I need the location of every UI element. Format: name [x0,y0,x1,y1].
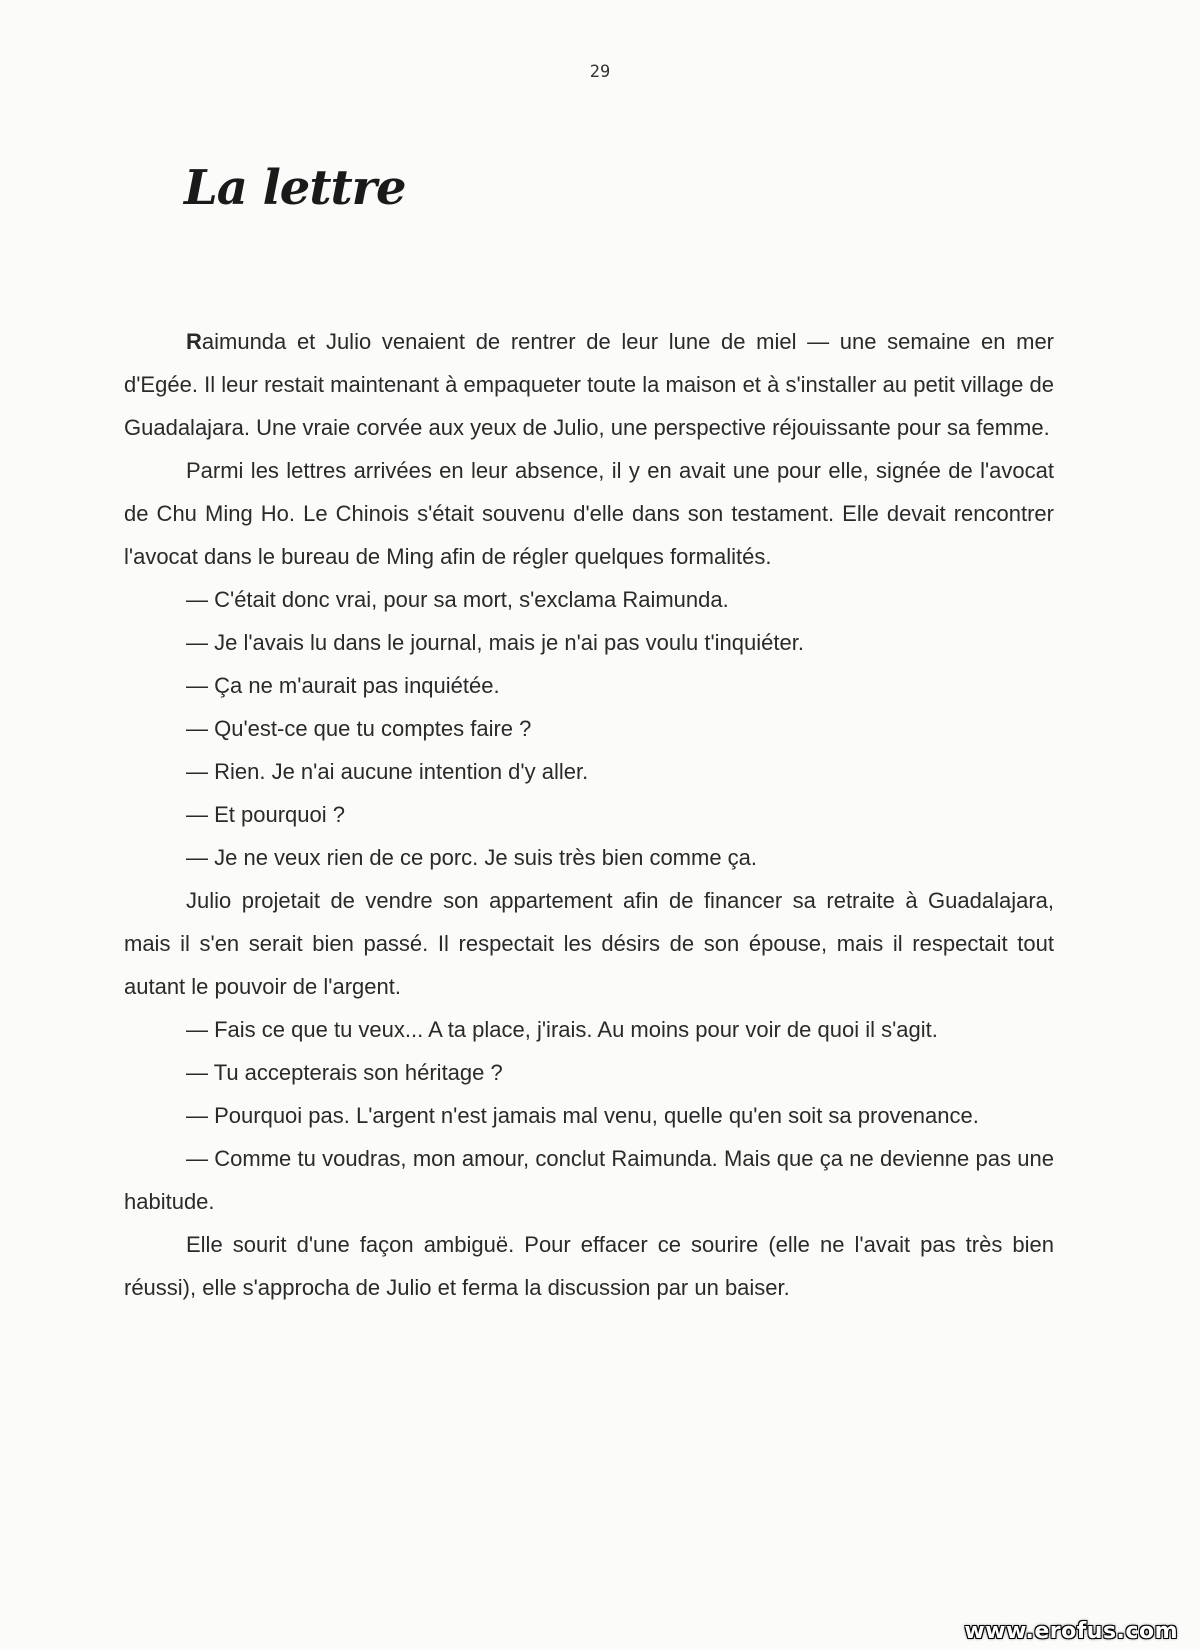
paragraph-1 [124,320,1054,449]
dialogue-line: — Ça ne m'aurait pas inquiétée. [186,673,500,698]
watermark: www.erofus.com [964,1619,1178,1644]
paragraph: Julio projetait de vendre son appartement afin de financer sa retraite à Guadalajara, mais il s'en serait bien passé. Il respectait les désirs de son épouse, mais il respectait tout autant le pouvoir de l'argent. [124,888,1054,999]
dialogue-line: — Pourquoi pas. L'argent n'est jamais mal venu, quelle qu'en soit sa provenance. [186,1103,979,1128]
page-number: 29 [589,62,611,82]
dialogue-line: — Rien. Je n'ai aucune intention d'y aller. [186,759,589,784]
dialogue-line: — Comme tu voudras, mon amour, conclut Raimunda. Mais que ça ne devienne pas une habitude. [124,1146,1054,1214]
chapter-title: La lettre [184,160,406,216]
dialogue-line: — Fais ce que tu veux... A ta place, j'irais. Au moins pour voir de quoi il s'agit. [186,1017,938,1042]
paragraph-text: aimunda et Julio venaient de rentrer de leur lune de miel — une semaine en mer d'Egée. Il leur restait maintenant à empaqueter toute la maison et à s'installer au petit village de Guadalajara. Une vraie corvée aux yeux de Julio, une perspective réjouissante pour sa femme. [124,329,1054,440]
dialogue-line: — Et pourquoi ? [186,802,345,827]
dialogue-line: — C'était donc vrai, pour sa mort, s'exclama Raimunda. [186,587,729,612]
paragraph-2: Parmi les lettres arrivées en leur absence, il y en avait une pour elle, signée de l'avocat de Chu Ming Ho. Le Chinois s'était souvenu d'elle dans son testament. Elle devait rencontrer l'avocat dans le bureau de Ming afin de régler quelques formalités. [124,458,1054,569]
dialogue-line: — Je ne veux rien de ce porc. Je suis très bien comme ça. [186,845,758,870]
dialogue-line: — Tu accepterais son héritage ? [186,1060,503,1085]
body-text [124,320,1054,1309]
dialogue-line: — Je l'avais lu dans le journal, mais je n'ai pas voulu t'inquiéter. [186,630,804,655]
lead-letter: R [186,329,202,354]
paragraph: Elle sourit d'une façon ambiguë. Pour effacer ce sourire (elle ne l'avait pas très bien réussi), elle s'approcha de Julio et ferma la discussion par un baiser. [124,1232,1054,1300]
dialogue-line: — Qu'est-ce que tu comptes faire ? [186,716,532,741]
